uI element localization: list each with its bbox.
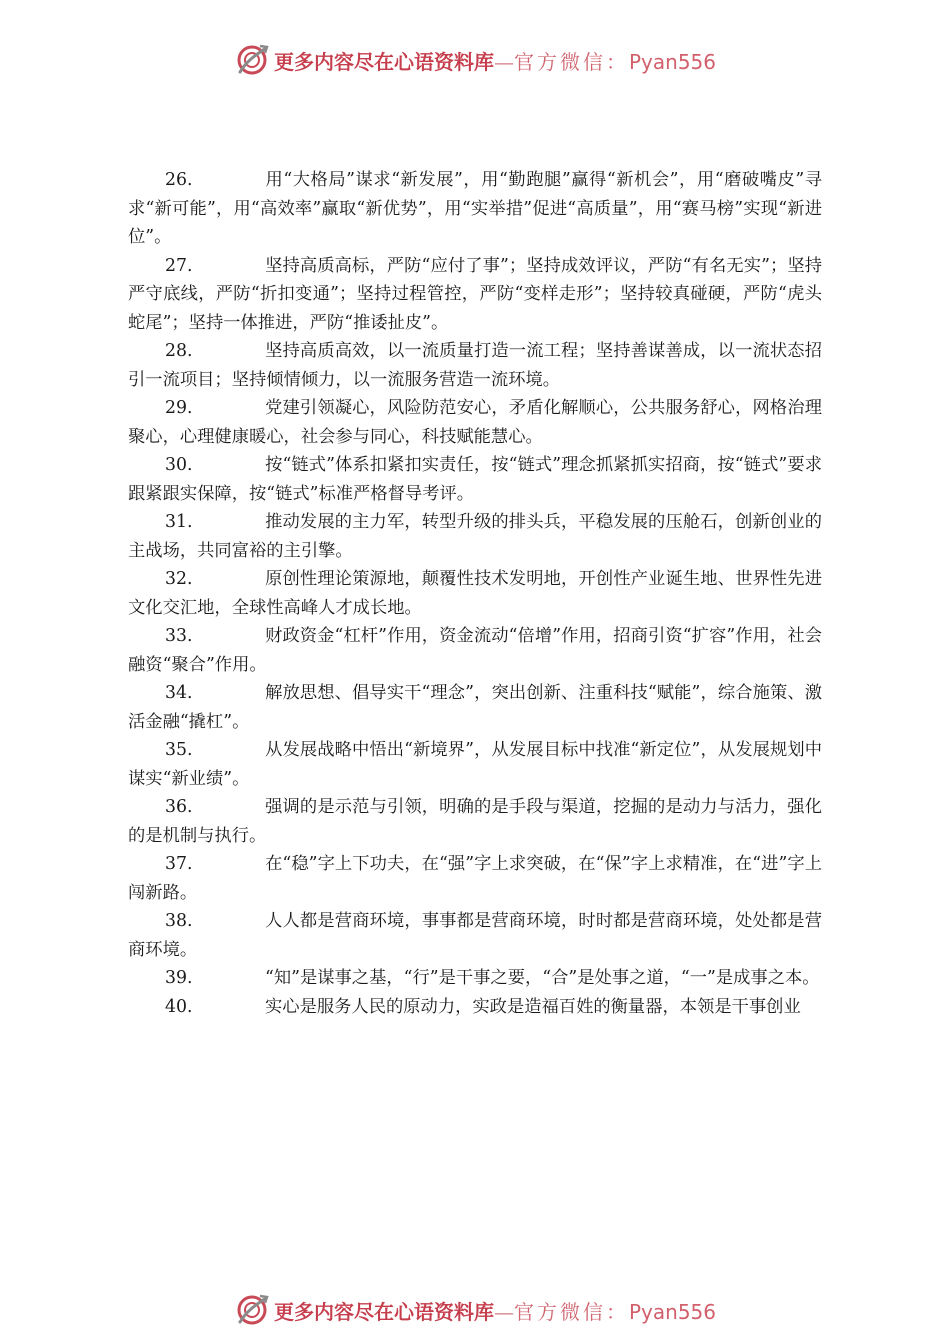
paragraph-33 xyxy=(128,622,822,679)
paragraph-text: 用“大格局”谋求“新发展”，用“勤跑腿”赢得“新机会”，用“磨破嘴皮”寻求“新可能”，用“高效率”赢取“新优势”，用“实举措”促进“高质量”，用“赛马榜”实现“新进位”。 xyxy=(128,170,822,247)
brand-logo-icon xyxy=(234,1292,270,1328)
paragraph-26 xyxy=(128,166,822,252)
paragraph-31 xyxy=(128,508,822,565)
footer-dash: — xyxy=(493,1299,514,1324)
paragraph-number: 28. xyxy=(165,341,193,361)
paragraph-number: 32. xyxy=(165,569,193,589)
paragraph-number: 31. xyxy=(165,512,193,532)
footer-banner xyxy=(0,1290,950,1330)
paragraph-27 xyxy=(128,252,822,338)
paragraph-number: 39. xyxy=(165,968,193,988)
paragraph-40 xyxy=(128,993,822,1022)
header-wechat-label: 官方微信： xyxy=(513,49,629,74)
paragraph-number: 34. xyxy=(165,683,193,703)
paragraph-number: 38. xyxy=(165,911,193,931)
paragraph-32 xyxy=(128,565,822,622)
paragraph-number: 30. xyxy=(165,455,193,475)
paragraph-39 xyxy=(128,964,822,993)
header-banner xyxy=(0,40,950,80)
document-body xyxy=(128,166,822,1021)
paragraph-text: 解放思想、倡导实干“理念”，突出创新、注重科技“赋能”，综合施策、激活金融“撬杠”。 xyxy=(128,683,822,732)
paragraph-text: 实心是服务人民的原动力，实政是造福百姓的衡量器，本领是干事创业 xyxy=(265,996,801,1017)
paragraph-text: 财政资金“杠杆”作用，资金流动“倍增”作用，招商引资“扩容”作用，社会融资“聚合”作用。 xyxy=(128,626,822,675)
paragraph-text: 推动发展的主力军，转型升级的排头兵，平稳发展的压舱石，创新创业的主战场，共同富裕的主引擎。 xyxy=(128,512,822,561)
brand-logo-icon xyxy=(234,42,270,78)
paragraph-text: 从发展战略中悟出“新境界”，从发展目标中找准“新定位”，从发展规划中谋实“新业绩”。 xyxy=(128,740,822,789)
paragraph-text: “知”是谋事之基，“行”是干事之要，“合”是处事之道，“一”是成事之本。 xyxy=(265,968,820,988)
paragraph-35 xyxy=(128,736,822,793)
paragraph-number: 37. xyxy=(165,854,193,874)
paragraph-37 xyxy=(128,850,822,907)
footer-wechat-label: 官方微信： xyxy=(513,1299,629,1324)
paragraph-number: 40. xyxy=(165,996,193,1017)
paragraph-number: 36. xyxy=(165,797,193,817)
header-text xyxy=(274,46,716,75)
paragraph-text: 在“稳”字上下功夫，在“强”字上求突破，在“保”字上求精准，在“进”字上闯新路。 xyxy=(128,854,822,903)
paragraph-text: 人人都是营商环境，事事都是营商环境，时时都是营商环境，处处都是营商环境。 xyxy=(128,911,822,960)
paragraph-30 xyxy=(128,451,822,508)
paragraph-29 xyxy=(128,394,822,451)
paragraph-38 xyxy=(128,907,822,964)
footer-lead: 更多内容尽在心语资料库 xyxy=(273,1299,494,1324)
paragraph-number: 33. xyxy=(165,626,193,646)
paragraph-text: 原创性理论策源地，颠覆性技术发明地，开创性产业诞生地、世界性先进文化交汇地，全球性高峰人才成长地。 xyxy=(128,569,822,618)
paragraph-text: 强调的是示范与引领，明确的是手段与渠道，挖掘的是动力与活力，强化的是机制与执行。 xyxy=(128,797,822,846)
paragraph-28 xyxy=(128,337,822,394)
paragraph-text: 坚持高质高效，以一流质量打造一流工程；坚持善谋善成，以一流状态招引一流项目；坚持倾情倾力，以一流服务营造一流环境。 xyxy=(128,341,822,390)
paragraph-number: 27. xyxy=(165,255,193,276)
paragraph-34 xyxy=(128,679,822,736)
paragraph-36 xyxy=(128,793,822,850)
paragraph-number: 26. xyxy=(165,170,193,190)
paragraph-number: 35. xyxy=(165,740,193,760)
header-wechat-id: Pyan556 xyxy=(628,49,716,74)
header-lead: 更多内容尽在心语资料库 xyxy=(273,49,494,74)
footer-wechat-id: Pyan556 xyxy=(628,1299,716,1324)
paragraph-text: 按“链式”体系扣紧扣实责任，按“链式”理念抓紧抓实招商，按“链式”要求跟紧跟实保障，按“链式”标准严格督导考评。 xyxy=(128,455,822,504)
paragraph-text: 坚持高质高标，严防“应付了事”；坚持成效评议，严防“有名无实”；坚持严守底线，严防“折扣变通”；坚持过程管控，严防“变样走形”；坚持较真碰硬，严防“虎头蛇尾”；坚持一体推进，严防“推诿扯皮”。 xyxy=(128,255,822,333)
header-dash: — xyxy=(493,49,514,74)
paragraph-number: 29. xyxy=(165,398,193,418)
paragraph-text: 党建引领凝心，风险防范安心，矛盾化解顺心，公共服务舒心，网格治理聚心，心理健康暖心，社会参与同心，科技赋能慧心。 xyxy=(128,398,822,447)
footer-text xyxy=(274,1296,716,1325)
